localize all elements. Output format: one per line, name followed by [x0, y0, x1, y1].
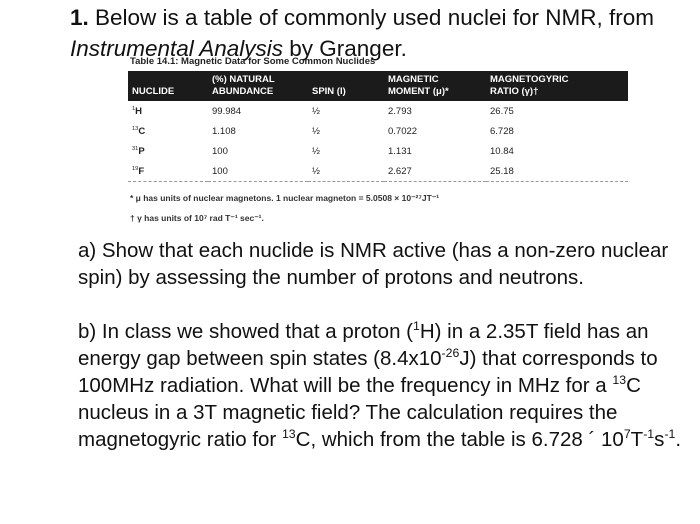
table-row: [128, 161, 628, 182]
header-moment: MAGNETIC MOMENT (μ)*: [384, 71, 486, 101]
moment-cell: 0.7022: [388, 125, 418, 137]
header-ratio: MAGNETOGYRIC RATIO (γ)†: [486, 71, 628, 101]
abundance-cell: 99.984: [212, 105, 242, 117]
nuclide-cell: $^{13}$C: [132, 125, 146, 137]
question-text-1: Below is a table of commonly used nuclei for NMR, from: [88, 5, 654, 30]
spin-cell: ½: [312, 125, 320, 137]
table-header-row: [128, 71, 628, 101]
moment-cell: 2.627: [384, 161, 486, 182]
header-spin: SPIN (I): [308, 71, 384, 101]
spin-cell: ½: [308, 161, 384, 182]
abundance-cell: 100: [208, 161, 308, 182]
table-row: [128, 121, 628, 141]
header-abundance: (%) NATURAL ABUNDANCE: [208, 71, 308, 101]
question-heading: [70, 2, 695, 64]
ratio-cell: 6.728: [490, 125, 514, 137]
spin-cell: ½: [312, 145, 320, 157]
ratio-cell: 10.84: [490, 145, 514, 157]
question-text-2: by Granger.: [283, 36, 407, 61]
ratio-cell: 26.75: [490, 105, 514, 117]
part-b-text: b) In class we showed that a proton ($^1$H) in a 2.35T field has an energy gap between spin states $(8.4x10^{-26}J)$ that corresponds to 100MHz radiation. What will be the frequency in MHz for a $^{13}$C nucleus in a 3T magnetic field? The calculation requires the magnetogyric ratio for $^{13}$C, which from the table is 6.728 ´ $10^7T^{-1}s^{-1}$.: [78, 319, 682, 451]
moment-cell: 1.131: [388, 145, 412, 157]
nuclide-cell: $^1$H: [132, 105, 143, 117]
moment-cell: 2.793: [388, 105, 412, 117]
question-number: 1.: [70, 5, 89, 30]
footnote-moment: * μ has units of nuclear magnetons. 1 nuclear magneton = 5.0508 × 10⁻²⁷JT⁻¹: [130, 193, 440, 203]
book-title: Instrumental Analysis: [70, 36, 284, 61]
nuclide-cell: $^{19}$F: [128, 161, 208, 182]
nuclide-cell: $^{31}$P: [132, 145, 145, 157]
part-a-text: a) Show that each nuclide is NMR active (has a non-zero nuclear spin) by assessing the number of protons and neutrons.: [78, 239, 669, 289]
table-title: Table 14.1: Magnetic Data for Some Common Nuclides: [130, 56, 376, 67]
nuclide-table: [128, 71, 628, 182]
ratio-cell: 25.18: [486, 161, 628, 182]
table-row: [128, 141, 628, 161]
abundance-cell: 100: [212, 145, 228, 157]
header-nuclide: NUCLIDE: [128, 71, 208, 101]
spin-cell: ½: [312, 105, 320, 117]
table-row: [128, 101, 628, 121]
abundance-cell: 1.108: [212, 125, 236, 137]
footnote-ratio: † γ has units of 10⁷ rad T⁻¹ sec⁻¹.: [130, 213, 264, 223]
